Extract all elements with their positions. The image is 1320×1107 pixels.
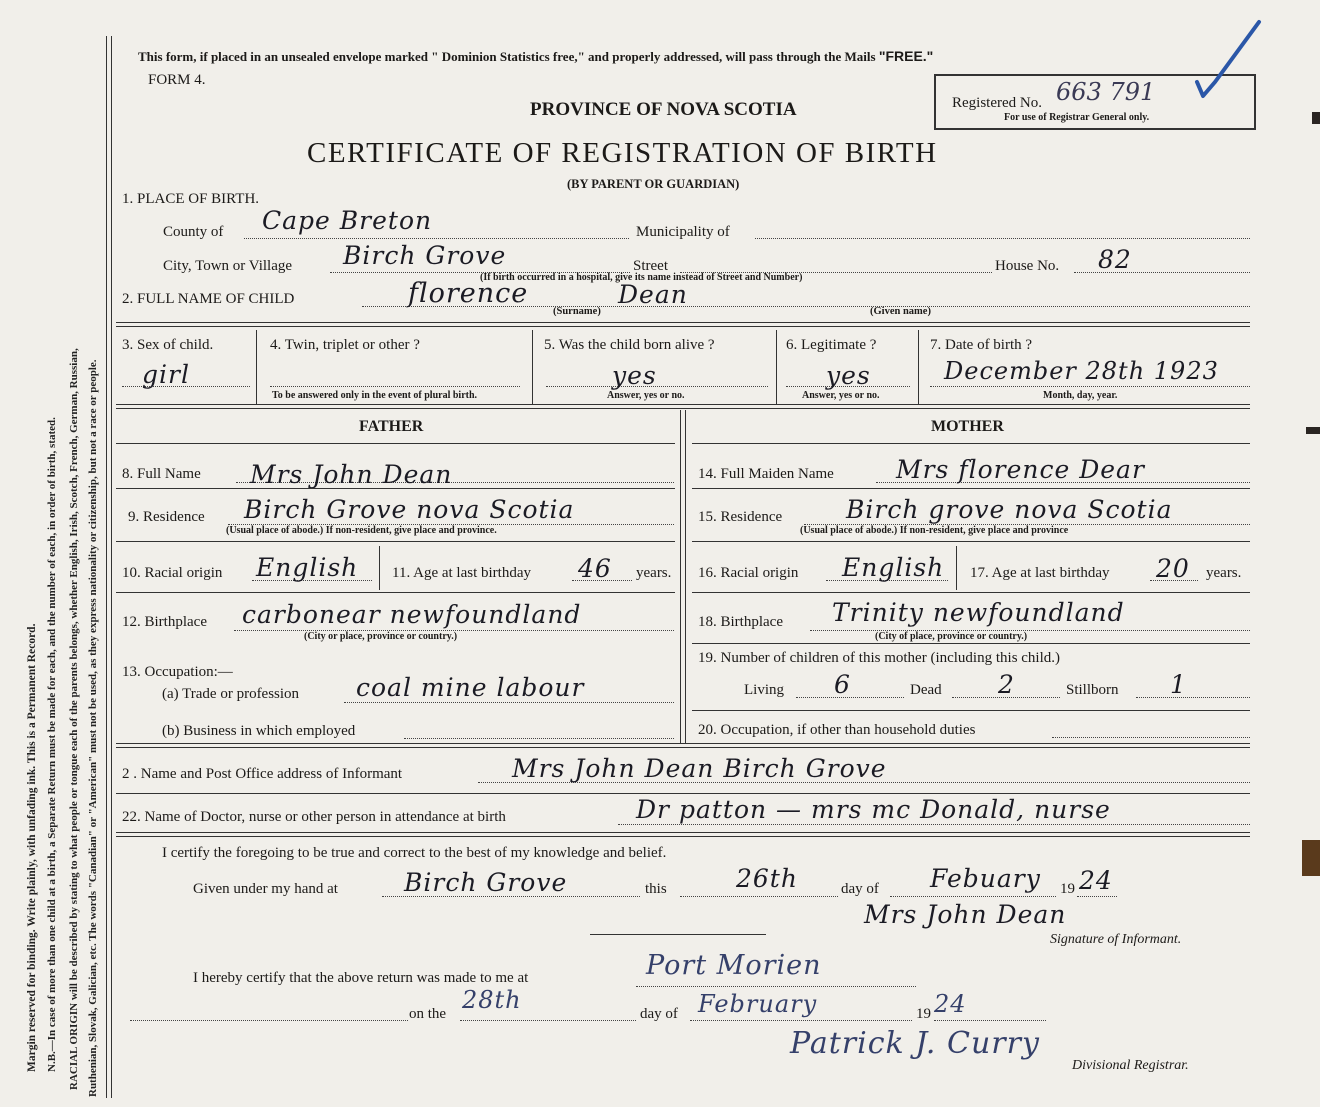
sex-value: girl — [142, 360, 190, 389]
father-name-value: Mrs John Dean — [250, 460, 453, 489]
section-rule — [116, 404, 1250, 409]
check-mark-icon — [1185, 12, 1265, 107]
mail-free: "FREE." — [878, 48, 934, 64]
legitimate-note: Answer, yes or no. — [802, 390, 880, 401]
signature-rule — [590, 934, 766, 935]
reg-day-line — [460, 1020, 636, 1021]
municipality-line — [755, 238, 1250, 239]
street-label: Street — [633, 258, 668, 274]
twin-note: To be answered only in the event of plural birth. — [272, 390, 478, 401]
reg-label: Registered No. — [952, 95, 1042, 111]
mother-birthplace-note: (City of place, province or country.) — [875, 631, 1028, 642]
on-the-label: on the — [409, 1006, 447, 1022]
mother-race-label: 16. Racial origin — [698, 565, 799, 581]
mother-name-value: Mrs florence Dear — [896, 455, 1145, 484]
father-race-label: 10. Racial origin — [122, 565, 223, 581]
business-label: (b) Business in which employed — [162, 723, 356, 739]
father-race-value: English — [256, 553, 359, 582]
reg-year-value: 24 — [934, 990, 967, 1018]
registrar-place-line — [636, 986, 916, 987]
margin-note-racial-origin: RACIAL ORIGIN will be described by stating to what people or tongue each of the parents belongs, whether English, Irish, Scotch, French, German, Russian, — [68, 348, 80, 1090]
row-rule — [692, 488, 1250, 489]
registrar-certify-label: I hereby certify that the above return was made to me at — [193, 970, 529, 986]
children-label: 19. Number of children of this mother (including this child.) — [698, 650, 1061, 666]
county-line — [244, 238, 629, 239]
alive-label: 5. Was the child born alive ? — [544, 337, 715, 353]
place-heading: 1. PLACE OF BIRTH. — [122, 191, 260, 207]
day-of-label: day of — [841, 881, 879, 897]
registrar-caption: Divisional Registrar. — [1072, 1058, 1189, 1073]
mother-birthplace-value: Trinity newfoundland — [832, 598, 1125, 627]
child-surname-value: florence — [408, 278, 529, 309]
page-title: CERTIFICATE OF REGISTRATION OF BIRTH — [307, 137, 938, 169]
row-rule — [692, 541, 1250, 542]
dob-note: Month, day, year. — [1043, 390, 1118, 401]
reg-note: For use of Registrar General only. — [1004, 112, 1150, 123]
section-rule — [116, 743, 1250, 748]
father-age-value: 46 — [578, 554, 612, 583]
col-divider — [256, 330, 257, 404]
margin-note-plural-births: N.B.—In case of more than one child at a birth, a Separate Return must be made for each, and the number of each, in order of birth, stated. — [46, 417, 58, 1072]
county-label: County of — [163, 224, 224, 240]
mail-notice — [138, 48, 933, 65]
mail-notice-text: This form, if placed in an unsealed envelope marked " Dominion Statistics free," and properly addressed, will pass through the Mails — [138, 49, 876, 64]
dob-line — [930, 386, 1250, 387]
margin-note-binding: Margin reserved for binding. Write plainly, with unfading ink. This is a Permanent Record. — [26, 623, 38, 1072]
reg-year-line — [934, 1020, 1046, 1021]
alive-line — [546, 386, 768, 387]
trade-line — [344, 702, 674, 703]
child-given-value: Dean — [618, 280, 688, 309]
year-value: 24 — [1079, 866, 1113, 895]
day-value: 26th — [736, 864, 798, 893]
stillborn-line — [1136, 697, 1250, 698]
dob-label: 7. Date of birth ? — [930, 337, 1033, 353]
business-line — [404, 738, 674, 739]
certify-text: I certify the foregoing to be true and correct to the best of my knowledge and belief. — [162, 845, 667, 861]
row-rule — [116, 541, 675, 542]
edge-tab — [1306, 427, 1320, 434]
edge-tab — [1312, 112, 1320, 124]
this-label: this — [645, 881, 667, 897]
father-residence-label: 9. Residence — [128, 509, 205, 525]
father-name-label: 8. Full Name — [122, 466, 201, 482]
mother-occupation-line — [1052, 737, 1250, 738]
row-rule — [116, 592, 675, 593]
row-rule — [116, 793, 1250, 794]
given-name-note: (Given name) — [870, 306, 931, 317]
house-label: House No. — [995, 258, 1060, 274]
parent-divider — [680, 410, 681, 743]
stillborn-value: 1 — [1170, 670, 1187, 699]
twin-label: 4. Twin, triplet or other ? — [270, 337, 420, 353]
reg-year-prefix: 19 — [916, 1006, 931, 1022]
page-subtitle: (BY PARENT OR GUARDIAN) — [567, 177, 740, 191]
day-of2-label: day of — [640, 1006, 678, 1022]
section-rule — [116, 832, 1250, 837]
doctor-label: 22. Name of Doctor, nurse or other person in attendance at birth — [122, 809, 506, 825]
age-divider — [379, 546, 380, 590]
mother-heading: MOTHER — [931, 418, 1004, 435]
given-under-label: Given under my hand at — [193, 881, 338, 897]
informant-label: 2 . Name and Post Office address of Informant — [122, 766, 403, 782]
dead-label: Dead — [910, 682, 942, 698]
father-residence-note: (Usual place of abode.) If non-resident, give place and province. — [226, 525, 497, 536]
margin-note-nationality: Ruthenian, Slovak, Galician, etc. The words "Canadian" or "American" must not be used, as they express nationality or citizenship, but not a race or people. — [87, 359, 99, 1097]
registrar-lead-line — [130, 1020, 408, 1021]
father-residence-value: Birch Grove nova Scotia — [244, 495, 575, 524]
dead-value: 2 — [998, 670, 1015, 699]
city-value: Birch Grove — [343, 241, 507, 270]
month-line — [890, 896, 1056, 897]
row-rule — [692, 592, 1250, 593]
doctor-value: Dr patton — mrs mc Donald, nurse — [636, 795, 1111, 824]
mother-occupation-label: 20. Occupation, if other than household duties — [698, 722, 976, 738]
surname-note: (Surname) — [553, 306, 601, 317]
mother-name-label: 14. Full Maiden Name — [698, 466, 834, 482]
mother-residence-note: (Usual place of abode.) If non-resident, give place and province — [800, 525, 1069, 536]
father-birthplace-note: (City or place, province or country.) — [304, 631, 458, 642]
father-birthplace-label: 12. Birthplace — [122, 614, 207, 630]
father-years-label: years. — [636, 565, 672, 581]
binding-rule — [106, 36, 107, 1098]
doctor-line — [618, 824, 1250, 825]
reg-day-value: 28th — [462, 986, 522, 1014]
mother-years-label: years. — [1206, 565, 1242, 581]
year-prefix: 19 — [1060, 881, 1075, 897]
informant-value: Mrs John Dean Birch Grove — [512, 754, 887, 783]
mother-age-label: 17. Age at last birthday — [970, 565, 1110, 581]
county-value: Cape Breton — [262, 206, 433, 235]
col-divider — [918, 330, 919, 404]
father-birthplace-value: carbonear newfoundland — [242, 600, 582, 629]
signature-caption: Signature of Informant. — [1050, 932, 1182, 947]
mother-race-value: English — [842, 553, 945, 582]
father-rule — [116, 443, 675, 444]
father-heading: FATHER — [359, 418, 424, 435]
age-divider — [956, 546, 957, 590]
month-value: Febuary — [930, 864, 1041, 893]
reg-number: 663 791 — [1056, 78, 1156, 106]
mother-residence-value: Birch grove nova Scotia — [846, 495, 1173, 524]
col-divider — [776, 330, 777, 404]
father-occupation-label: 13. Occupation:— — [122, 664, 233, 680]
city-label: City, Town or Village — [163, 258, 293, 274]
province-heading: PROVINCE OF NOVA SCOTIA — [530, 99, 797, 120]
informant-signature: Mrs John Dean — [864, 900, 1067, 929]
binding-rule-inner — [111, 36, 112, 1098]
trade-value: coal mine labour — [356, 673, 585, 702]
living-label: Living — [744, 682, 784, 698]
municipality-label: Municipality of — [636, 224, 730, 240]
registrar-place-value: Port Morien — [646, 950, 822, 981]
alive-value: yes — [612, 361, 657, 390]
dob-value: December 28th 1923 — [944, 357, 1219, 385]
twin-line — [270, 386, 520, 387]
mother-birthplace-label: 18. Birthplace — [698, 614, 783, 630]
registrar-signature: Patrick J. Curry — [790, 1026, 1040, 1061]
street-note: (If birth occurred in a hospital, give its name instead of Street and Number) — [480, 272, 803, 283]
day-line — [680, 896, 838, 897]
living-value: 6 — [834, 670, 851, 699]
legitimate-label: 6. Legitimate ? — [786, 337, 877, 353]
year-line — [1077, 896, 1117, 897]
mother-rule — [692, 443, 1250, 444]
edge-tab — [1302, 840, 1320, 876]
row-rule — [116, 488, 675, 489]
row-rule — [692, 643, 1250, 644]
row-rule — [692, 710, 1250, 711]
child-name-label: 2. FULL NAME OF CHILD — [122, 291, 295, 307]
reg-month-line — [690, 1020, 912, 1021]
mother-age-value: 20 — [1156, 554, 1190, 583]
mother-residence-label: 15. Residence — [698, 509, 783, 525]
legitimate-value: yes — [826, 361, 871, 390]
alive-note: Answer, yes or no. — [607, 390, 685, 401]
col-divider — [532, 330, 533, 404]
section-rule — [116, 322, 1250, 327]
trade-label: (a) Trade or profession — [162, 686, 300, 702]
parent-divider-inner — [685, 410, 686, 743]
stillborn-label: Stillborn — [1066, 682, 1119, 698]
father-age-label: 11. Age at last birthday — [392, 565, 531, 581]
form-number: FORM 4. — [148, 72, 206, 88]
house-value: 82 — [1098, 245, 1132, 274]
sex-label: 3. Sex of child. — [122, 337, 214, 353]
given-place-value: Birch Grove — [404, 868, 568, 897]
reg-month-value: February — [698, 990, 818, 1018]
